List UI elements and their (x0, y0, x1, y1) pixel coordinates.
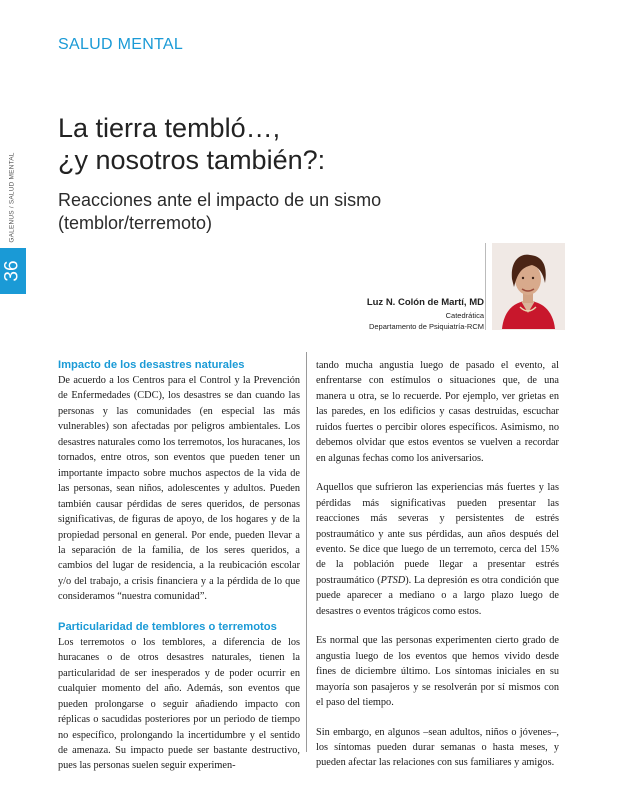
column-divider (306, 352, 307, 752)
page-number-wrap (2, 250, 24, 292)
left-column (58, 358, 300, 788)
paragraph-continuation: tando mucha angustia luego de pasado el evento, al enfrentarse con estímulos o situaciones que, de una manera u otra, se lo recuerde. Por ejemplo, ver grietas en las paredes, en los edificios y casas destruidas, escuchar ruidos fuertes o percibir olores específicos. Asimismo, no debemos olvidar que estos eventos se vuelven a recordar en algunas fechas como los aniversarios. (316, 360, 559, 464)
journal-label: GALENUS / SALUD MENTAL (8, 151, 16, 243)
author-role: Catedrática (445, 311, 484, 320)
paragraph-impacto: De acuerdo a los Centros para el Control y la Prevención de Enfermedades (CDC), los desastres se dan cuando las personas y las comunidades (en especial las más vulnerables) son afectadas por peligros ambientales. Los desastres naturales como los terremotos, los huracanes, los tornados, entre otros, son eventos que pueden tener un importante impacto sobre muchos aspectos de la vida de las personas, sean niños, adolescentes y adultos. Pueden también causar pérdidas de seres queridos, de personas significativas, de figuras de apoyo, de los hogares y de la propiedad personal en general. Por ende, pueden llevar a la separación de la familia, de los seres queridos, a cambios del lugar de residencia, a la reubicación escolar y/o del trabajo, a crisis financiera y a la pérdida de lo que consideramos “nuestra comunidad”. (58, 375, 300, 603)
article-title-line-2: ¿y nosotros también?: (58, 145, 326, 175)
author-photo (485, 243, 565, 330)
article-subtitle (58, 189, 478, 235)
section-label: SALUD MENTAL (58, 36, 184, 53)
heading-particularidad: Particularidad de temblores o terremotos (58, 620, 277, 633)
author-portrait-image (492, 243, 565, 330)
article-subtitle-line-2: (temblor/terremoto) (58, 213, 213, 233)
paragraph-estres-text-a: Aquellos que sufrieron las experiencias más fuertes y las pérdidas más significativas pueden presentar las reacciones más severas y persistentes de estrés postraumático y ante sus pérdidas, aun años después del evento. Se dice que luego de un terremoto, cerca del 15% de la población puede llegar a presentar estrés postraumático ( (316, 482, 559, 586)
heading-impacto: Impacto de los desastres naturales (58, 359, 245, 371)
article-subtitle-line-1: Reacciones ante el impacto de un sismo (58, 190, 382, 210)
paragraph-sintomas: Sin embargo, en algunos –sean adultos, niños o jóvenes–, los síntomas pueden durar semanas o hasta meses, y pueden afectar las relaciones con sus familiares y amigos. (316, 726, 559, 769)
ptsd-term: PTSD (380, 574, 406, 586)
article-title (58, 112, 498, 176)
page-number: 36 (1, 260, 23, 282)
author-department: Departamento de Psiquiatría-RCM (368, 322, 484, 331)
paragraph-particularidad: Los terremotos o los temblores, a diferencia de los huracanes o de otros desastres naturales, tienen la particularidad de ser inesperados y de poder ocurrir en cualquier momento del año. Además, son eventos que pueden prolongarse o seguir añadiendo impacto con réplicas o sacudidas posteriores por un periodo de tiempo no específico, prolongando la incertidumbre y el sentido de amenaza. Su impacto puede ser bastante destructivo, pues las personas suelen seguir experimen- (58, 636, 300, 772)
right-column (316, 358, 559, 785)
paragraph-estres (316, 480, 559, 619)
author-block (367, 296, 484, 332)
article-title-line-1: La tierra tembló…, (58, 113, 281, 143)
author-name: Luz N. Colón de Martí, MD (366, 297, 484, 308)
paragraph-estres-text-b: ). La depresión es otra condición que puede aparecer a mediano o a largo plazo luego de desastres o eventos trágicos como estos. (316, 574, 559, 617)
paragraph-angustia: Es normal que las personas experimenten cierto grado de angustia luego de los eventos que hemos vivido desde fines de diciembre último. Los síntomas iniciales en su mayoría son pasajeros y se resolverán por sí mismos con el paso del tiempo. (316, 635, 559, 709)
journal-running-head (5, 150, 19, 244)
